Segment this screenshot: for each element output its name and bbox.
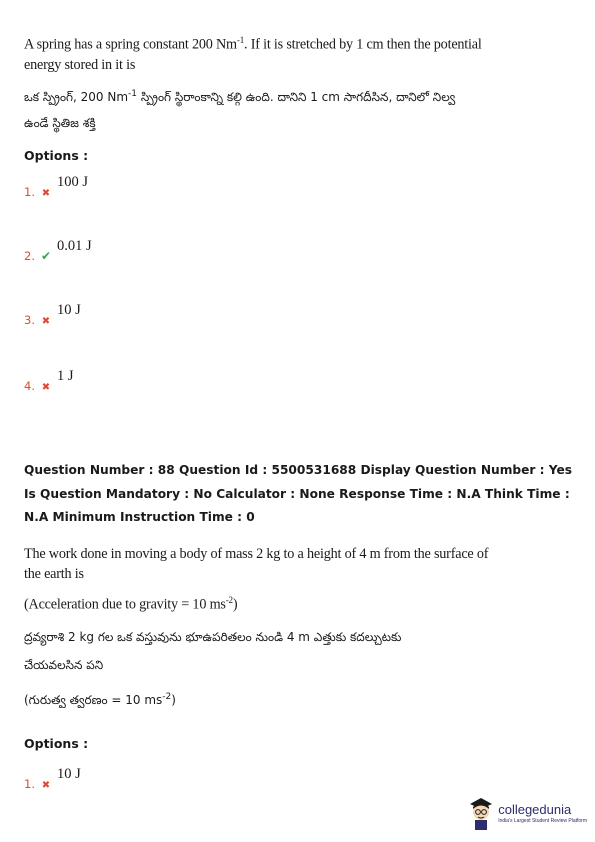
cross-icon: ✖ bbox=[41, 188, 51, 199]
option-number: 2. bbox=[24, 249, 35, 263]
q87-options-label: Options : bbox=[24, 148, 89, 163]
option-value: 0.01 J bbox=[57, 238, 92, 254]
option-3 bbox=[24, 302, 81, 327]
q87-telugu-text: ఒక స్ప్రింగ్, 200 $Nm^{-1}$ స్ప్రింగ్ స్థిరాంకాన్ని కల్గి ఉంది. దానిని 1 cm సాగదీసిన, దానిలో నిల్వ ఉండే స్థితిజ శక్తి bbox=[24, 89, 456, 130]
option-value: 10 J bbox=[57, 302, 81, 318]
option-1 bbox=[24, 766, 81, 791]
option-2 bbox=[24, 238, 92, 263]
cross-icon: ✖ bbox=[41, 382, 51, 393]
q88-options-label: Options : bbox=[24, 736, 89, 751]
option-number: 1. bbox=[24, 777, 35, 791]
check-icon: ✔ bbox=[40, 249, 52, 263]
cross-icon: ✖ bbox=[41, 780, 51, 791]
option-4 bbox=[24, 368, 74, 393]
q88-meta: Question Number : 88 Question Id : 5500531688 Display Question Number : Yes Is Question Mandatory : No Calculator : None Response Time : N.A Think Time : N.A Minimum Instruction Time : 0 bbox=[24, 463, 573, 524]
q88-telugu-text: ద్రవ్యరాశి 2 kg గల ఒక వస్తువును భూఉపరితలం నుండి 4 m ఎత్తుకు కదల్చుటకు చేయవలసిన పని (గురుత్వ త్వరణం = 10 $ms^{-2}$) bbox=[24, 630, 402, 707]
option-number: 3. bbox=[24, 313, 35, 327]
q88-english-text: The work done in moving a body of mass 2 kg to a height of 4 m from the surface of the earth is (Acceleration due to gravity = 10 $ms^{-2}$) bbox=[24, 546, 489, 613]
logo-name: collegedunia bbox=[498, 802, 572, 817]
option-value: 1 J bbox=[57, 368, 74, 384]
option-value: 10 J bbox=[57, 766, 81, 782]
option-number: 4. bbox=[24, 379, 35, 393]
collegedunia-logo bbox=[468, 796, 587, 830]
option-1 bbox=[24, 174, 89, 199]
q87-english-text: A spring has a spring constant 200 $Nm^{-1}$. If it is stretched by 1 cm then the potential energy stored in it is bbox=[24, 35, 482, 73]
option-value: 100 J bbox=[57, 174, 89, 190]
logo-tagline: India's Largest Student Review Platform bbox=[498, 818, 587, 824]
cross-icon: ✖ bbox=[41, 316, 51, 327]
option-number: 1. bbox=[24, 185, 35, 199]
student-mascot-icon bbox=[468, 796, 494, 830]
